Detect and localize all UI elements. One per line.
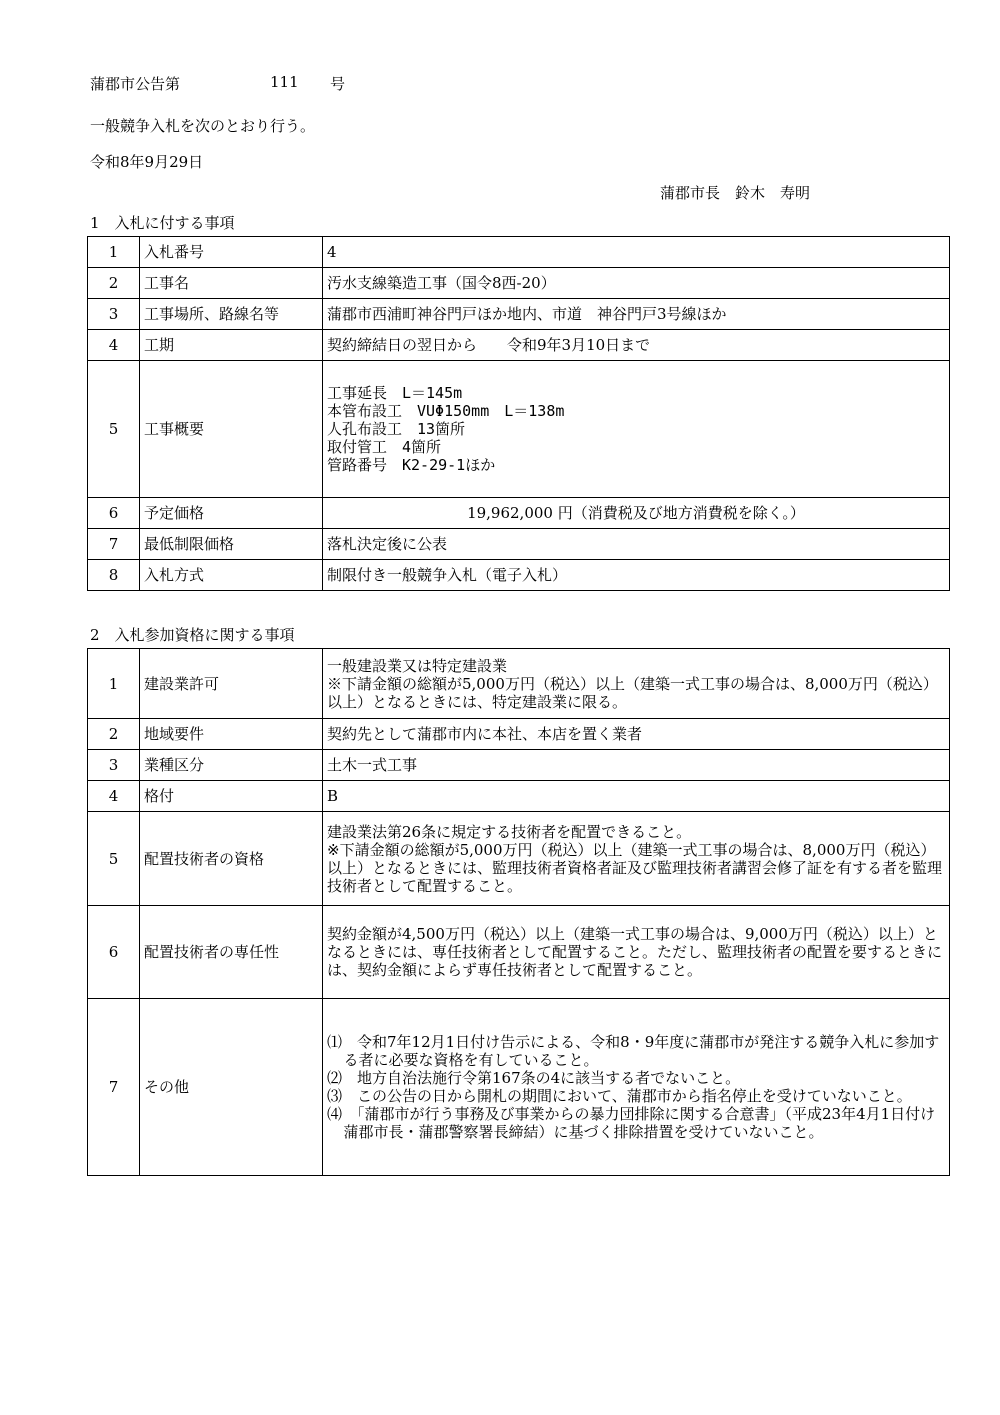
row-number: 4	[88, 330, 140, 361]
table-row	[88, 268, 950, 299]
row-number: 2	[88, 268, 140, 299]
table-row	[88, 299, 950, 330]
row-label: 工期	[140, 330, 323, 361]
intro-text: 一般競争入札を次のとおり行う。	[90, 117, 316, 135]
row-number: 1	[88, 649, 140, 719]
other-conditions	[323, 999, 950, 1176]
row-label: 入札方式	[140, 560, 323, 591]
row-label: 工事概要	[140, 361, 323, 498]
list-item: ⑴ 令和7年12月1日付け告示による、令和8・9年度に蒲郡市が発注する競争入札に参加する者に必要な資格を有していること。	[327, 1033, 940, 1069]
table-row	[88, 498, 950, 529]
section2-title: 2 入札参加資格に関する事項	[90, 626, 295, 644]
table-row	[88, 529, 950, 560]
notice-number: 111	[270, 73, 299, 91]
section1-title: 1 入札に付する事項	[90, 214, 235, 232]
row-number: 5	[88, 361, 140, 498]
row-number: 3	[88, 750, 140, 781]
issuer: 蒲郡市長 鈴木 寿明	[660, 184, 811, 202]
row-label: 配置技術者の専任性	[140, 906, 323, 999]
row-label: その他	[140, 999, 323, 1176]
table-row	[88, 781, 950, 812]
row-label: 工事場所、路線名等	[140, 299, 323, 330]
row-number: 6	[88, 498, 140, 529]
row-label: 配置技術者の資格	[140, 812, 323, 906]
row-value: 落札決定後に公表	[323, 529, 950, 560]
table-row	[88, 237, 950, 268]
row-value: 一般建設業又は特定建設業 ※下請金額の総額が5,000万円（税込）以上（建築一式工事の場合は、8,000万円（税込）以上）となるときには、特定建設業に限る。	[323, 649, 950, 719]
row-value: 契約先として蒲郡市内に本社、本店を置く業者	[323, 719, 950, 750]
row-value: 4	[323, 237, 950, 268]
row-number: 1	[88, 237, 140, 268]
row-value: 契約金額が4,500万円（税込）以上（建築一式工事の場合は、9,000万円（税込）以上）となるときには、専任技術者として配置すること。ただし、監理技術者の配置を要するときには、契約金額によらず専任技術者として配置すること。	[323, 906, 950, 999]
row-number: 5	[88, 812, 140, 906]
row-value: 契約締結日の翌日から 令和9年3月10日まで	[323, 330, 950, 361]
qualification-table	[87, 648, 950, 1176]
row-label: 格付	[140, 781, 323, 812]
table-row	[88, 560, 950, 591]
table-row	[88, 361, 950, 498]
table-row	[88, 719, 950, 750]
row-label: 建設業許可	[140, 649, 323, 719]
row-number: 7	[88, 529, 140, 560]
planned-price: 19,962,000 円（消費税及び地方消費税を除く。）	[323, 498, 950, 529]
table-row	[88, 649, 950, 719]
row-number: 4	[88, 781, 140, 812]
row-number: 6	[88, 906, 140, 999]
row-label: 工事名	[140, 268, 323, 299]
row-value: 制限付き一般競争入札（電子入札）	[323, 560, 950, 591]
row-label: 最低制限価格	[140, 529, 323, 560]
row-value: 建設業法第26条に規定する技術者を配置できること。 ※下請金額の総額が5,000万円（税込）以上（建築一式工事の場合は、8,000万円（税込）以上）となるときには、監理技術者資格者証及び監理技術者講習会修了証を有する者を監理技術者として配置すること。	[323, 812, 950, 906]
work-summary: 工事延長 L＝145m 本管布設工 VUΦ150mm L＝138m 人孔布設工 13箇所 取付管工 4箇所 管路番号 K2-29-1ほか	[323, 361, 950, 498]
row-label: 地域要件	[140, 719, 323, 750]
row-value: 土木一式工事	[323, 750, 950, 781]
notice-suffix: 号	[330, 75, 346, 93]
list-item: ⑵ 地方自治法施行令第167条の4に該当する者でないこと。	[327, 1069, 741, 1087]
table-row	[88, 330, 950, 361]
row-value: 汚水支線築造工事（国令8西‐20）	[323, 268, 950, 299]
row-label: 業種区分	[140, 750, 323, 781]
row-value: B	[323, 781, 950, 812]
row-label: 入札番号	[140, 237, 323, 268]
row-number: 7	[88, 999, 140, 1176]
table-row	[88, 999, 950, 1176]
notice-date: 令和8年9月29日	[90, 153, 204, 171]
row-value: 蒲郡市西浦町神谷門戸ほか地内、市道 神谷門戸3号線ほか	[323, 299, 950, 330]
bid-items-table	[87, 236, 950, 591]
list-item: ⑶ この公告の日から開札の期間において、蒲郡市から指名停止を受けていないこと。	[327, 1087, 912, 1105]
row-number: 8	[88, 560, 140, 591]
notice-prefix: 蒲郡市公告第	[90, 75, 181, 93]
list-item: ⑷ 「蒲郡市が行う事務及び事業からの暴力団排除に関する合意書」（平成23年4月1日付け蒲郡市長・蒲郡警察署長締結）に基づく排除措置を受けていないこと。	[327, 1105, 936, 1141]
notice-number-line	[90, 73, 346, 94]
row-label: 予定価格	[140, 498, 323, 529]
table-row	[88, 906, 950, 999]
row-number: 3	[88, 299, 140, 330]
table-row	[88, 812, 950, 906]
row-number: 2	[88, 719, 140, 750]
table-row	[88, 750, 950, 781]
